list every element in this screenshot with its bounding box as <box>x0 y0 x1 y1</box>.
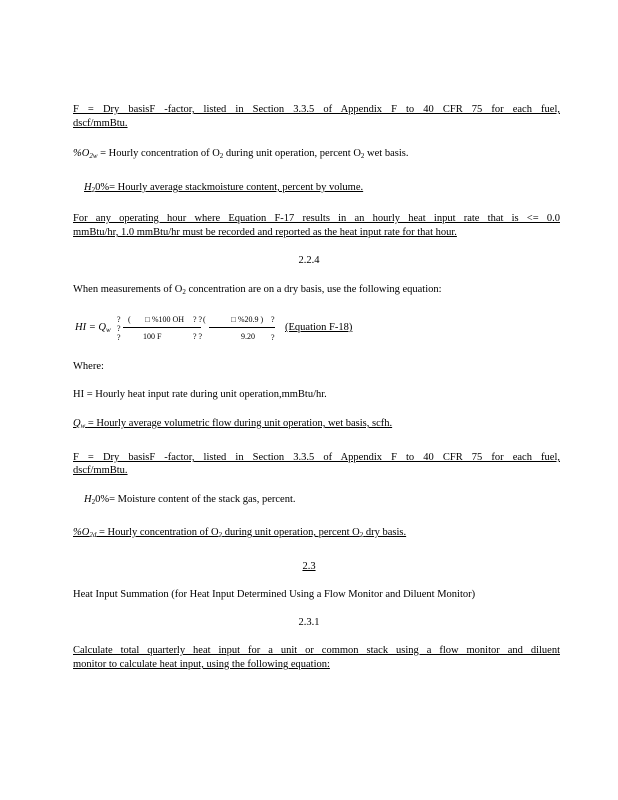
o2w-text-sub2: 2 <box>360 152 365 160</box>
heading-2-3: Heat Input Summation (for Heat Input Determined Using a Flow Monitor and Diluent Monitor) <box>73 589 476 600</box>
paren-glyph-5: ? ? <box>193 332 203 341</box>
paragraph-summation-line2: monitor to calculate heat input, using the following equation: <box>73 659 330 670</box>
o2d-text-sub2: 2 <box>359 531 364 539</box>
when-sub: 2 <box>182 288 186 296</box>
fraction-bar-2 <box>209 327 275 328</box>
fraction-bar-1 <box>123 327 201 328</box>
o2d-text-end: during unit operation, percent O <box>224 527 360 538</box>
o2w-symbol: %O <box>73 148 90 159</box>
o2-dry-definition <box>73 526 406 542</box>
paragraph-heat-input-min-line2: mmBtu/hr, 1.0 mmBtu/hr must be recorded and reported as the heat input rate for that hour. <box>73 227 457 238</box>
hi-definition: HI = Hourly heat input rate during unit operation,mmBtu/hr. <box>73 389 327 400</box>
o2w-text: = Hourly concentration of O <box>100 148 220 159</box>
section-number-2-3-1: 2.3.1 <box>298 617 320 628</box>
moisture-definition-2 <box>84 493 296 509</box>
when-text: When measurements of O <box>73 284 183 295</box>
o2-wet-definition <box>73 147 408 163</box>
o2d-text-end2: dry basis. <box>365 527 407 538</box>
eq-denominator-2: 9.20 <box>241 332 255 341</box>
o2w-text-end: during unit operation, percent O <box>225 148 361 159</box>
paren-glyph-2: ? <box>117 324 121 333</box>
f-factor-definition-2-line1: F = Dry basisF -factor, listed in Section 3.3.5 of Appendix F to 40 CFR 75 for each fuel, <box>73 452 560 463</box>
o2d-text: = Hourly concentration of O <box>98 527 219 538</box>
o2d-symbol: %O <box>73 527 90 538</box>
o2w-text-sub: 2 <box>219 152 224 160</box>
paren-glyph-4: ? ? <box>193 315 203 324</box>
paren-glyph-7: ? <box>271 333 275 342</box>
qw-text: = Hourly average volumetric flow during unit operation, wet basis, scfh. <box>87 418 393 429</box>
equation-lhs: HI = $Q_w$ <box>75 322 111 334</box>
eq-numerator-2: □ %20.9 ) <box>231 315 264 324</box>
paren-glyph-1: ? <box>117 315 121 324</box>
qw-symbol: Q <box>73 418 81 429</box>
paragraph-summation-line1: Calculate total quarterly heat input for a unit or common stack using a flow monitor and diluent <box>73 645 560 656</box>
eq-numerator-1: □ %100 OH <box>145 315 185 324</box>
moisture-definition-1 <box>84 181 363 197</box>
equation-f18 <box>73 313 433 343</box>
where-label: Where: <box>73 361 104 372</box>
o2d-symbol-sub: 2d <box>89 531 97 539</box>
paren-glyph-3: ? <box>117 333 121 342</box>
o2w-symbol-sub: 2w <box>89 152 98 160</box>
equation-label: (Equation F-18) <box>285 322 353 333</box>
o2w-text-end2: wet basis. <box>367 148 409 159</box>
when-text-end: concentration are on a dry basis, use the following equation: <box>188 284 442 295</box>
eq-denominator-1: 100 F <box>143 332 162 341</box>
h2o-symbol: H <box>84 182 92 193</box>
paragraph-heat-input-min-line1: For any operating hour where Equation F-17 results in an hourly heat input rate that is <= 0.0 <box>73 213 560 224</box>
f-factor-definition-line1: F = Dry basisF -factor, listed in Section 3.3.5 of Appendix F to 40 CFR 75 for each fuel, <box>73 104 560 115</box>
o2d-text-sub: 2 <box>218 531 223 539</box>
paren-open-2: ( <box>203 315 206 324</box>
h2o2-sub: 2 <box>91 498 96 506</box>
paren-glyph-6: ? <box>271 315 275 324</box>
section-number-2-3 <box>0 560 618 573</box>
h2o-text: 0%= Hourly average stackmoisture content, percent by volume. <box>95 182 364 193</box>
f-factor-definition-line2: dscf/mmBtu. <box>73 118 128 129</box>
qw-definition <box>73 417 392 433</box>
f-factor-definition-2-line2: dscf/mmBtu. <box>73 465 128 476</box>
paren-open-1: ( <box>128 315 131 324</box>
qw-sub: w <box>80 422 86 430</box>
h2o2-symbol: H <box>84 494 92 505</box>
h2o-sub: 2 <box>91 186 96 194</box>
h2o2-text: 0%= Moisture content of the stack gas, percent. <box>95 494 296 505</box>
dry-basis-intro <box>73 283 442 299</box>
section-number-2-2-4: 2.2.4 <box>298 255 320 266</box>
section-2-3-label: 2.3 <box>302 561 316 572</box>
